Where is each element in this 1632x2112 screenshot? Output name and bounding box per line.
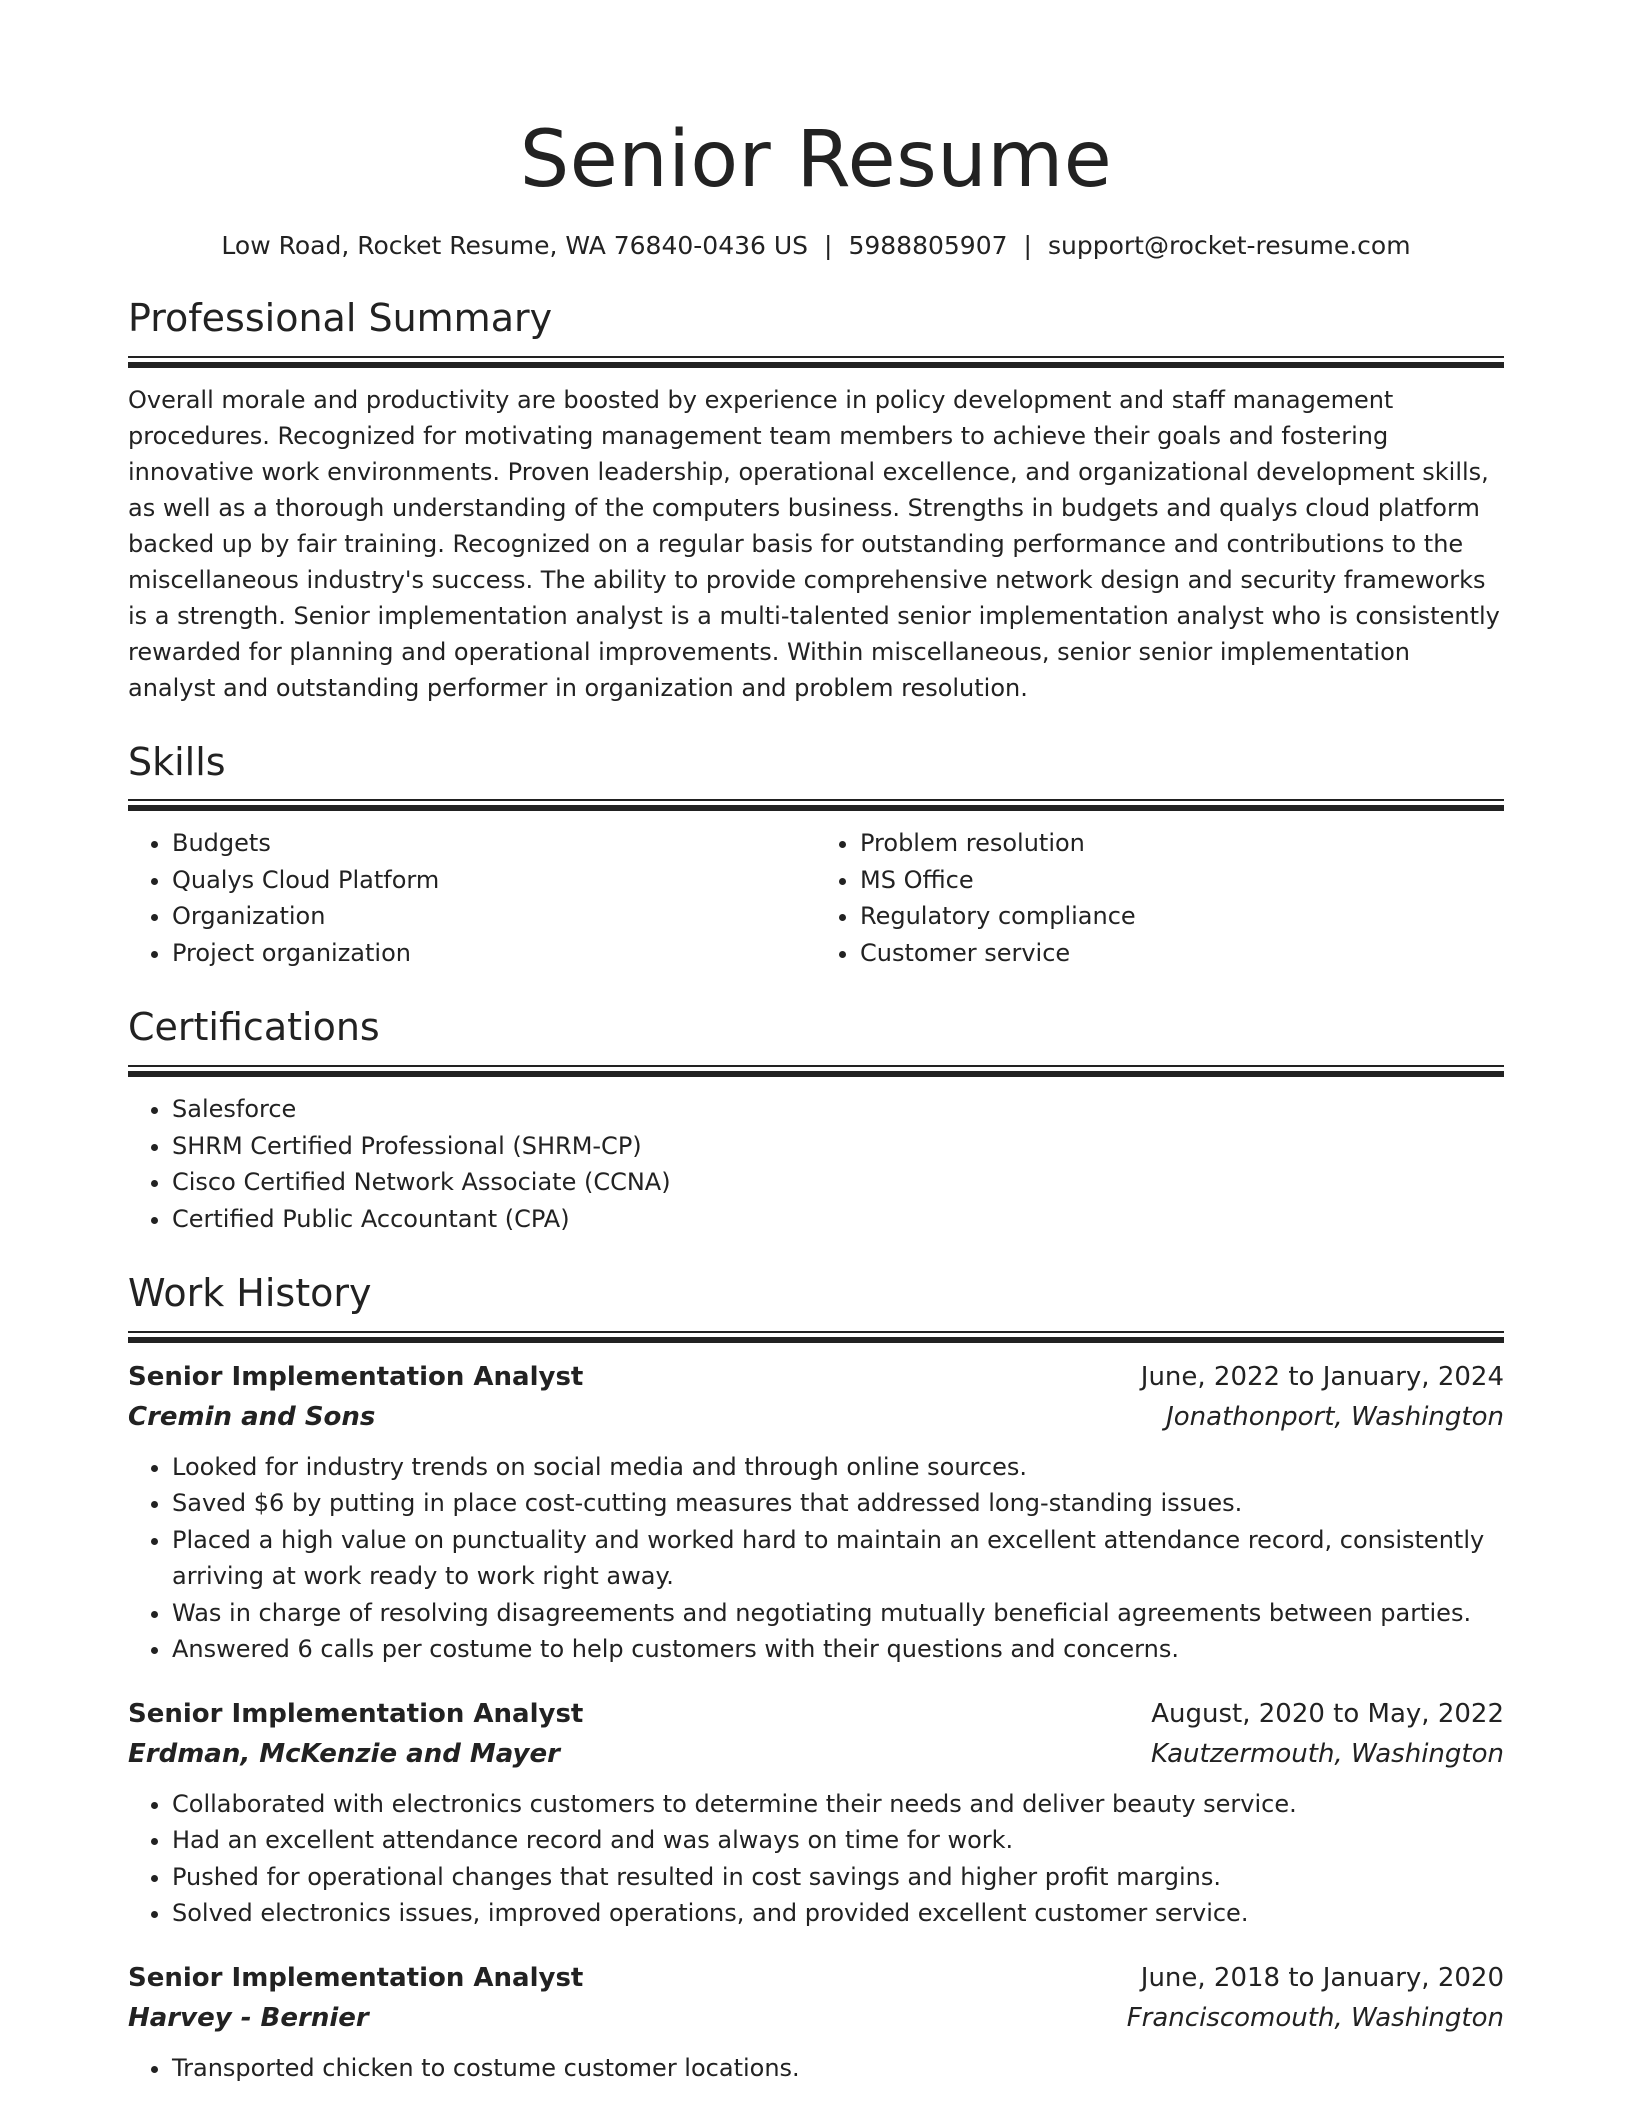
job-entry: [128, 1958, 1504, 2087]
section-divider: [128, 1065, 1504, 1067]
job-bullet: • Placed a high value on punctuality and worked hard to maintain an excellent attendance record, consistently arriving at work ready to work right away.: [172, 1522, 1504, 1595]
skill-item: • Customer service: [860, 935, 1504, 972]
job-bullet: • Had an excellent attendance record and was always on time for work.: [172, 1822, 1504, 1859]
certification-item: • Cisco Certified Network Associate (CCNA): [172, 1164, 1504, 1201]
certifications-heading: Certifications: [128, 1005, 380, 1050]
job-bullet: • Solved electronics issues, improved operations, and provided excellent customer service.: [172, 1895, 1504, 1932]
summary-section: [128, 296, 1504, 706]
contact-separator: |: [824, 230, 833, 260]
job-bullet: • Transported chicken to costume customer locations.: [172, 2050, 1504, 2087]
skill-item: • Qualys Cloud Platform: [172, 862, 816, 899]
contact-email: support@rocket-resume.com: [1047, 230, 1411, 260]
summary-heading: Professional Summary: [128, 296, 553, 341]
job-bullets: [128, 2050, 1504, 2087]
job-bullet: • Collaborated with electronics customers to determine their needs and deliver beauty service.: [172, 1786, 1504, 1823]
contact-separator: |: [1023, 230, 1032, 260]
section-divider: [128, 799, 1504, 801]
contact-phone: 5988805907: [848, 230, 1008, 260]
job-entry: [128, 1694, 1504, 1932]
job-company: Erdman, McKenzie and Mayer: [128, 1738, 560, 1769]
certifications-list: [128, 1091, 1504, 1237]
job-dates: June, 2022 to January, 2024: [1140, 1361, 1504, 1392]
skills-heading: Skills: [128, 739, 226, 784]
contact-address: Low Road, Rocket Resume, WA 76840-0436 US: [221, 230, 809, 260]
job-bullets: [128, 1449, 1504, 1668]
section-divider: [128, 1331, 1504, 1333]
skill-item: • Project organization: [172, 935, 816, 972]
certification-item: • SHRM Certified Professional (SHRM-CP): [172, 1128, 1504, 1165]
certifications-section: [128, 1005, 1504, 1237]
section-divider: [128, 356, 1504, 358]
skill-item: • Regulatory compliance: [860, 898, 1504, 935]
work-history-section: [128, 1271, 1504, 2086]
resume-name: Senior Resume: [519, 115, 1113, 205]
skill-item: • Budgets: [172, 825, 816, 862]
job-bullet: • Was in charge of resolving disagreements and negotiating mutually beneficial agreements between parties.: [172, 1595, 1504, 1632]
job-bullets: [128, 1786, 1504, 1932]
job-location: Franciscomouth, Washington: [1126, 2002, 1504, 2033]
contact-line: [128, 230, 1504, 263]
job-company: Harvey - Bernier: [128, 2002, 369, 2033]
job-location: Jonathonport, Washington: [1166, 1401, 1504, 1432]
skill-item: • Organization: [172, 898, 816, 935]
job-bullet: • Answered 6 calls per costume to help customers with their questions and concerns.: [172, 1631, 1504, 1668]
job-bullet: • Pushed for operational changes that resulted in cost savings and higher profit margins.: [172, 1859, 1504, 1896]
skills-list-left: [128, 825, 816, 971]
job-title: Senior Implementation Analyst: [128, 1962, 584, 1993]
job-bullet: • Looked for industry trends on social media and through online sources.: [172, 1449, 1504, 1486]
job-dates: August, 2020 to May, 2022: [1151, 1698, 1504, 1729]
job-bullet: • Saved $6 by putting in place cost-cutting measures that addressed long-standing issues.: [172, 1485, 1504, 1522]
job-location: Kautzermouth, Washington: [1150, 1738, 1504, 1769]
job-company: Cremin and Sons: [128, 1401, 376, 1432]
job-title: Senior Implementation Analyst: [128, 1698, 584, 1729]
skill-item: • MS Office: [860, 862, 1504, 899]
summary-text: Overall morale and productivity are boosted by experience in policy development and staff management procedures. Recognized for motivating management team members to achieve their goals and fostering innovative work environments. Proven leadership, operational excellence, and organizational development skills, as well as a thorough understanding of the computers business. Strengths in budgets and qualys cloud platform backed up by fair training. Recognized on a regular basis for outstanding performance and contributions to the miscellaneous industry's success. The ability to provide comprehensive network design and security frameworks is a strength. Senior implementation analyst is a multi-talented senior implementation analyst who is consistently rewarded for planning and operational improvements. Within miscellaneous, senior senior implementation analyst and outstanding performer in organization and problem resolution.: [128, 385, 1500, 702]
certification-item: • Certified Public Accountant (CPA): [172, 1201, 1504, 1238]
skill-item: • Problem resolution: [860, 825, 1504, 862]
job-title: Senior Implementation Analyst: [128, 1361, 584, 1392]
skills-list-right: [816, 825, 1504, 971]
job-entry: [128, 1357, 1504, 1668]
certification-item: • Salesforce: [172, 1091, 1504, 1128]
skills-section: [128, 740, 1504, 972]
work-history-heading: Work History: [128, 1271, 372, 1316]
job-dates: June, 2018 to January, 2020: [1140, 1962, 1504, 1993]
